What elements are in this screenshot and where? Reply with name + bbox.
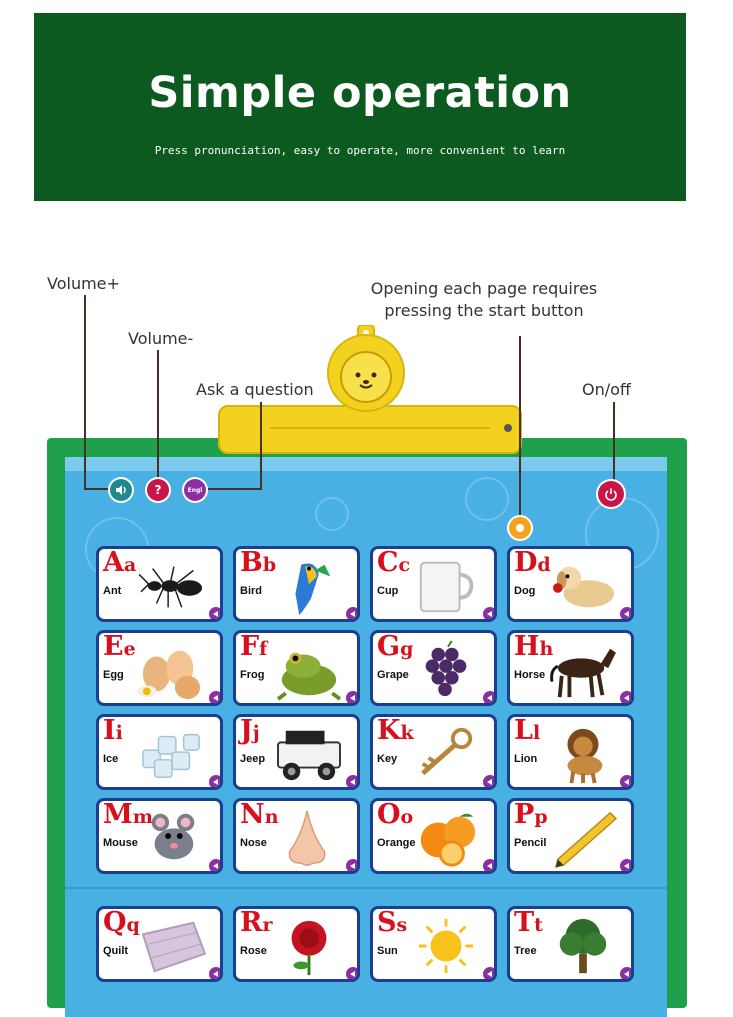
letter-card-k[interactable] bbox=[370, 714, 497, 790]
frog-icon bbox=[271, 639, 347, 701]
letter-card-t[interactable] bbox=[507, 906, 634, 982]
card-word: Ice bbox=[103, 753, 119, 765]
speaker-icon[interactable] bbox=[481, 857, 497, 874]
card-uppercase: E bbox=[103, 631, 124, 662]
card-uppercase: S bbox=[377, 907, 397, 938]
quilt-icon bbox=[134, 915, 210, 977]
letter-card-n[interactable] bbox=[233, 798, 360, 874]
card-letter bbox=[103, 631, 136, 662]
card-lowercase: i bbox=[115, 722, 123, 744]
card-letter bbox=[514, 715, 540, 746]
card-word: Sun bbox=[377, 945, 398, 957]
card-word: Horse bbox=[514, 669, 546, 681]
question-leader bbox=[206, 488, 262, 490]
cup-icon bbox=[408, 555, 484, 617]
card-letter bbox=[240, 907, 272, 938]
speaker-icon[interactable] bbox=[207, 689, 223, 706]
card-letter bbox=[240, 547, 276, 578]
card-word: Cup bbox=[377, 585, 399, 597]
card-lowercase: h bbox=[539, 638, 554, 660]
nose-icon bbox=[271, 807, 347, 869]
key-icon bbox=[408, 723, 484, 785]
banner-title: Simple operation bbox=[148, 68, 572, 118]
speaker-icon[interactable] bbox=[481, 689, 497, 706]
card-lowercase: j bbox=[252, 722, 260, 744]
dog-icon bbox=[545, 555, 621, 617]
power-leader bbox=[613, 402, 615, 480]
ask-question-button[interactable] bbox=[184, 479, 206, 501]
card-word: Orange bbox=[377, 837, 416, 849]
card-letter bbox=[377, 715, 414, 746]
speaker-icon[interactable] bbox=[481, 773, 497, 790]
card-letter bbox=[240, 799, 279, 830]
ant-icon bbox=[134, 555, 210, 617]
start-label-line1: Opening each page requires bbox=[370, 279, 598, 298]
card-word: Nose bbox=[240, 837, 267, 849]
card-word: Grape bbox=[377, 669, 409, 681]
lion-mascot-icon bbox=[320, 325, 412, 415]
letter-card-g[interactable] bbox=[370, 630, 497, 706]
card-letter bbox=[103, 907, 140, 938]
doodle-circle bbox=[465, 477, 509, 521]
card-lowercase: f bbox=[259, 638, 268, 660]
letter-card-h[interactable] bbox=[507, 630, 634, 706]
header-banner bbox=[34, 13, 686, 201]
start-button[interactable] bbox=[509, 517, 531, 539]
ask-question-label: Ask a question bbox=[196, 380, 314, 399]
card-word: Lion bbox=[514, 753, 538, 765]
card-letter bbox=[103, 715, 123, 746]
card-uppercase: D bbox=[514, 547, 538, 578]
card-lowercase: e bbox=[123, 638, 136, 660]
letter-card-d[interactable] bbox=[507, 546, 634, 622]
card-word: Pencil bbox=[514, 837, 547, 849]
card-uppercase: K bbox=[377, 715, 401, 746]
volume-up-label: Volume+ bbox=[47, 274, 120, 293]
card-lowercase: p bbox=[534, 806, 548, 828]
pencil-icon bbox=[545, 807, 621, 869]
letter-card-f[interactable] bbox=[233, 630, 360, 706]
ice-icon bbox=[134, 723, 210, 785]
letter-card-i[interactable] bbox=[96, 714, 223, 790]
card-word: Tree bbox=[514, 945, 537, 957]
speaker-icon[interactable] bbox=[207, 773, 223, 790]
card-uppercase: L bbox=[514, 715, 533, 746]
speaker-icon[interactable] bbox=[207, 965, 223, 982]
speaker-icon[interactable] bbox=[618, 965, 634, 982]
card-word: Dog bbox=[514, 585, 536, 597]
volume-up-leader bbox=[84, 488, 110, 490]
speaker-icon[interactable] bbox=[344, 773, 360, 790]
card-word: Quilt bbox=[103, 945, 129, 957]
card-word: Ant bbox=[103, 585, 122, 597]
power-label: On/off bbox=[582, 380, 631, 399]
speaker-icon[interactable] bbox=[618, 857, 634, 874]
card-word: Mouse bbox=[103, 837, 138, 849]
card-uppercase: P bbox=[514, 799, 535, 830]
horse-icon bbox=[545, 639, 621, 701]
rose-icon bbox=[271, 915, 347, 977]
grape-icon bbox=[408, 639, 484, 701]
card-word: Jeep bbox=[240, 753, 266, 765]
speaker-icon[interactable] bbox=[481, 965, 497, 982]
volume-down-button[interactable] bbox=[147, 479, 169, 501]
letter-card-a[interactable] bbox=[96, 546, 223, 622]
doodle-circle bbox=[315, 497, 349, 531]
card-lowercase: b bbox=[262, 554, 277, 576]
poster-top-band bbox=[65, 457, 667, 471]
card-lowercase: d bbox=[537, 554, 551, 576]
card-uppercase: J bbox=[240, 715, 253, 746]
question-leader bbox=[260, 402, 262, 490]
card-lowercase: g bbox=[400, 638, 414, 660]
volume-down-label: Volume- bbox=[128, 329, 194, 348]
card-uppercase: Q bbox=[103, 907, 127, 938]
letter-card-l[interactable] bbox=[507, 714, 634, 790]
letter-card-c[interactable] bbox=[370, 546, 497, 622]
card-uppercase: M bbox=[103, 799, 133, 830]
card-letter bbox=[377, 547, 410, 578]
card-uppercase: G bbox=[377, 631, 401, 662]
card-uppercase: N bbox=[240, 799, 265, 830]
card-uppercase: F bbox=[240, 631, 260, 662]
start-label-line2: pressing the start button bbox=[384, 301, 584, 320]
card-uppercase: I bbox=[103, 715, 116, 746]
letter-card-e[interactable] bbox=[96, 630, 223, 706]
letter-card-p[interactable] bbox=[507, 798, 634, 874]
card-word: Key bbox=[377, 753, 398, 765]
letter-card-b[interactable] bbox=[233, 546, 360, 622]
egg-icon bbox=[134, 639, 210, 701]
card-letter bbox=[377, 907, 407, 938]
tree-icon bbox=[545, 915, 621, 977]
letter-card-j[interactable] bbox=[233, 714, 360, 790]
speaker-icon[interactable] bbox=[344, 689, 360, 706]
poster-fold-line bbox=[65, 887, 667, 889]
letter-card-s[interactable] bbox=[370, 906, 497, 982]
speaker-icon[interactable] bbox=[207, 605, 223, 622]
card-lowercase: q bbox=[126, 914, 140, 936]
card-lowercase: n bbox=[264, 806, 279, 828]
card-lowercase: s bbox=[396, 914, 408, 936]
speaker-icon[interactable] bbox=[344, 605, 360, 622]
card-word: Rose bbox=[240, 945, 267, 957]
question-mark-icon: ? bbox=[154, 483, 162, 497]
jeep-icon bbox=[271, 723, 347, 785]
card-lowercase: t bbox=[534, 914, 543, 936]
card-uppercase: B bbox=[240, 547, 263, 578]
power-button[interactable] bbox=[598, 481, 624, 507]
letter-card-m[interactable] bbox=[96, 798, 223, 874]
letter-card-q[interactable] bbox=[96, 906, 223, 982]
card-uppercase: O bbox=[377, 799, 401, 830]
card-word: Frog bbox=[240, 669, 265, 681]
speaker-icon[interactable] bbox=[207, 857, 223, 874]
hand-pointer-icon bbox=[514, 522, 526, 534]
card-letter bbox=[103, 799, 153, 830]
card-uppercase: H bbox=[514, 631, 540, 662]
clip-groove bbox=[270, 427, 490, 429]
card-letter bbox=[240, 631, 267, 662]
card-letter bbox=[514, 907, 543, 938]
card-lowercase: l bbox=[532, 722, 541, 744]
lion-icon bbox=[545, 723, 621, 785]
sun-icon bbox=[408, 915, 484, 977]
card-letter bbox=[377, 799, 413, 830]
speaker-icon bbox=[114, 483, 128, 497]
card-word: Egg bbox=[103, 669, 124, 681]
card-letter bbox=[514, 631, 553, 662]
card-uppercase: T bbox=[514, 907, 535, 938]
volume-up-leader bbox=[84, 295, 86, 490]
speaker-icon[interactable] bbox=[481, 605, 497, 622]
english-label: Engl bbox=[187, 486, 203, 494]
clip-pin bbox=[504, 424, 512, 432]
start-button-label bbox=[366, 278, 602, 322]
card-lowercase: m bbox=[132, 806, 153, 828]
banner-subtitle: Press pronunciation, easy to operate, more convenient to learn bbox=[154, 144, 566, 157]
volume-up-button[interactable] bbox=[110, 479, 132, 501]
letter-card-r[interactable] bbox=[233, 906, 360, 982]
card-letter bbox=[514, 547, 551, 578]
speaker-icon[interactable] bbox=[618, 773, 634, 790]
card-letter bbox=[514, 799, 548, 830]
card-uppercase: C bbox=[377, 547, 399, 578]
card-lowercase: c bbox=[398, 554, 411, 576]
card-letter bbox=[103, 547, 136, 578]
orange-icon bbox=[408, 807, 484, 869]
card-letter bbox=[240, 715, 260, 746]
card-lowercase: o bbox=[400, 806, 414, 828]
card-lowercase: r bbox=[262, 914, 273, 936]
card-lowercase: a bbox=[123, 554, 137, 576]
speaker-icon[interactable] bbox=[344, 857, 360, 874]
speaker-icon[interactable] bbox=[344, 965, 360, 982]
card-word: Bird bbox=[240, 585, 262, 597]
card-lowercase: k bbox=[400, 722, 414, 744]
card-uppercase: R bbox=[240, 907, 263, 938]
volume-down-leader bbox=[157, 350, 159, 478]
letter-card-o[interactable] bbox=[370, 798, 497, 874]
parrot-icon bbox=[271, 555, 347, 617]
speaker-icon[interactable] bbox=[618, 605, 634, 622]
card-letter bbox=[377, 631, 413, 662]
card-uppercase: A bbox=[103, 547, 124, 578]
speaker-icon[interactable] bbox=[618, 689, 634, 706]
power-icon bbox=[604, 487, 618, 501]
start-leader bbox=[519, 336, 521, 518]
